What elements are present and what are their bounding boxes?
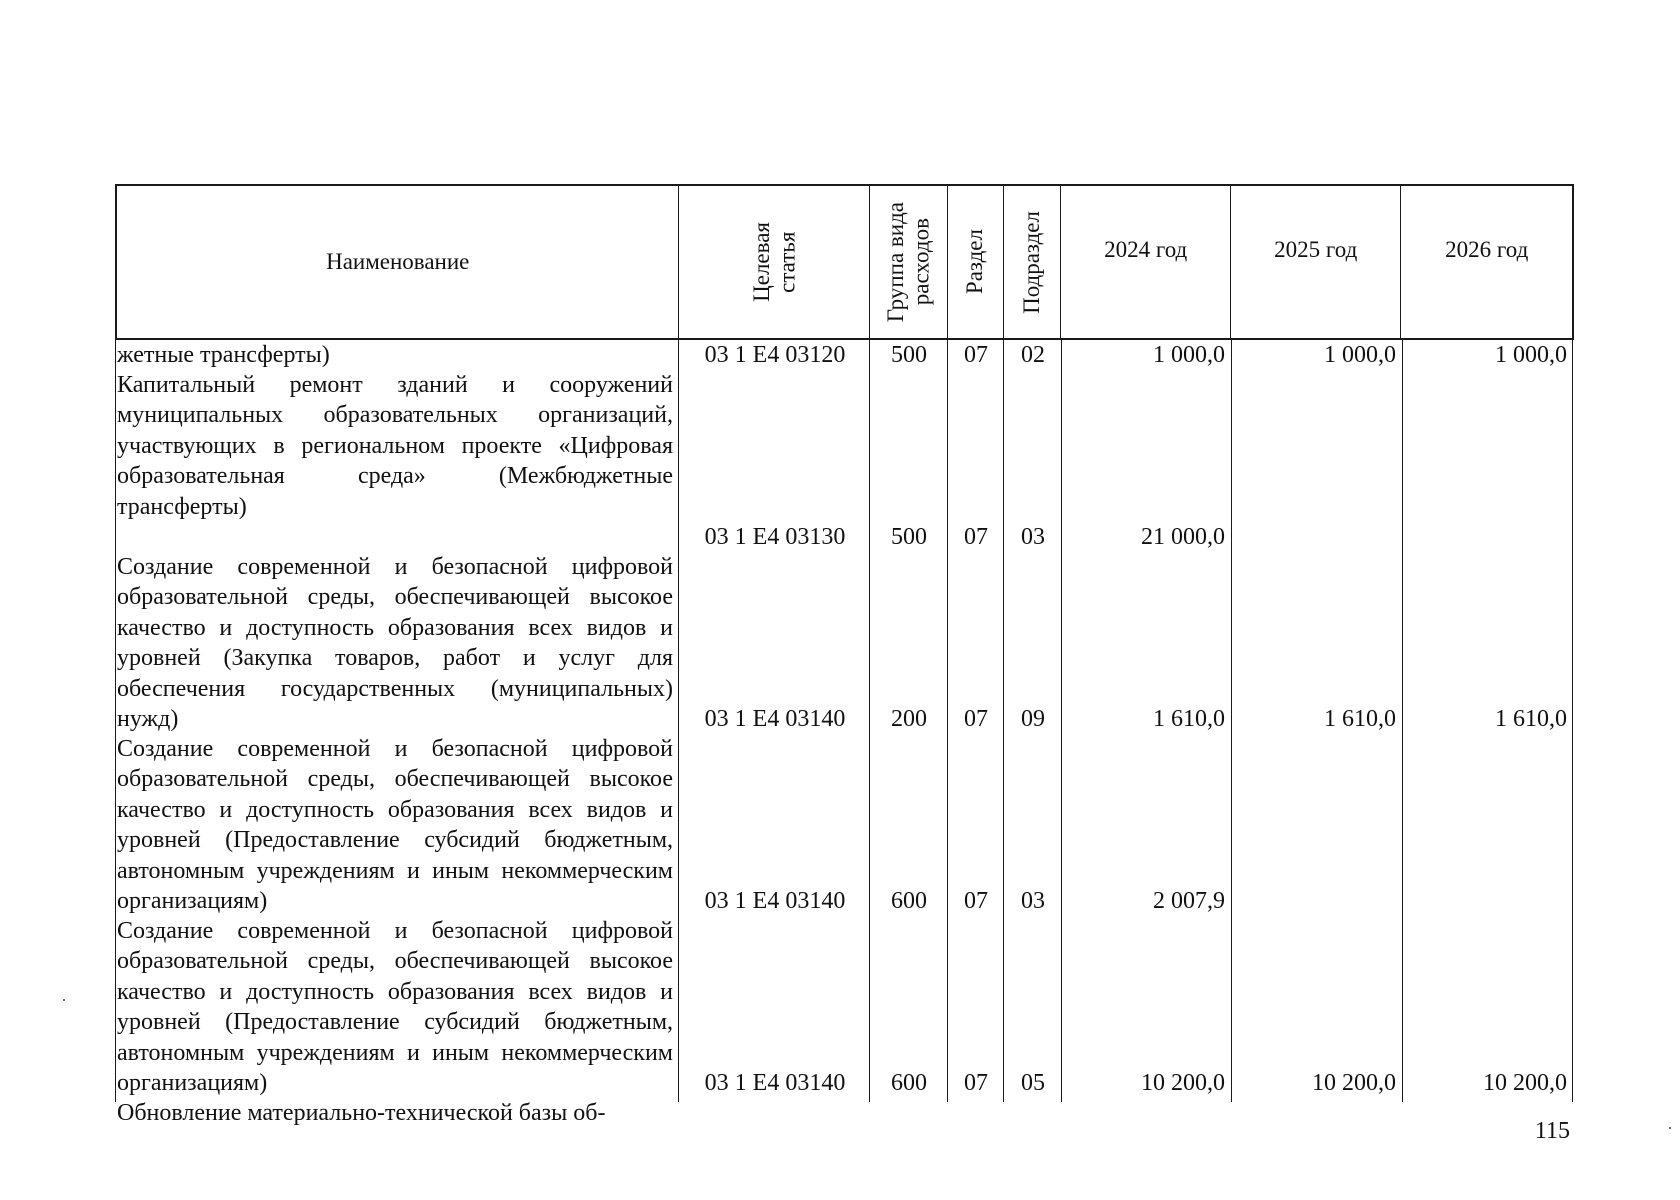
budget-table (115, 184, 1574, 1126)
row-amount-2026: 10 200,0 (1483, 1070, 1567, 1096)
column-rule (947, 340, 948, 1102)
table-body (115, 340, 1574, 1126)
row-name: Создание современной и безопасной цифровой образовательной среды, обеспечивающей высокое качество и доступность образования всех видов и уровней (Предоставление субсидий бюджетным, автономным учреждениям и иным некоммерческим организациям) (117, 736, 673, 915)
header-name (117, 186, 679, 338)
header-year-2026 (1401, 186, 1572, 338)
row-amount-2024: 1 000,0 (1153, 342, 1225, 368)
row-section: 07 (964, 706, 988, 732)
header-name-label: Наименование (326, 248, 470, 274)
column-rule (678, 340, 679, 1102)
row-amount-2024: 1 610,0 (1153, 706, 1225, 732)
scan-speck (63, 999, 65, 1001)
row-subsection: 03 (1021, 524, 1045, 550)
column-rule (1402, 340, 1403, 1102)
header-expense-group-label: Группа вида расходов (883, 201, 934, 323)
column-rule (1572, 340, 1573, 1102)
row-name: Создание современной и безопасной цифровой образовательной среды, обеспечивающей высокое качество и доступность образования всех видов и уровней (Закупка товаров, работ и услуг для обеспечения государственных (муниципальных) нужд) (117, 554, 673, 733)
header-section-label: Раздел (962, 229, 988, 295)
table-header (115, 184, 1574, 340)
row-subsection: 02 (1021, 342, 1045, 368)
column-rule (115, 340, 116, 1102)
header-target-label: Целевая статья (748, 222, 800, 302)
column-rule (869, 340, 870, 1102)
row-amount-2024: 21 000,0 (1141, 524, 1225, 550)
row-expense-group: 500 (891, 342, 927, 368)
row-target-code: 03 1 Е4 03120 (704, 342, 846, 368)
row-target-code: 03 1 Е4 03140 (704, 706, 846, 732)
row-name: Обновление материально-технической базы об- (117, 1100, 606, 1126)
row-target-code: 03 1 Е4 03140 (704, 1070, 846, 1096)
row-target-code: 03 1 Е4 03130 (704, 524, 846, 550)
header-section (948, 186, 1004, 338)
page-number: 115 (1534, 1118, 1570, 1144)
row-target-code: 03 1 Е4 03140 (704, 888, 846, 914)
row-expense-group: 200 (891, 706, 927, 732)
row-section: 07 (964, 1070, 988, 1096)
header-subsection (1004, 186, 1062, 338)
row-subsection: 03 (1021, 888, 1045, 914)
column-rule (1003, 340, 1004, 1102)
row-section: 07 (964, 342, 988, 368)
header-year-2024 (1061, 186, 1231, 338)
column-rule (1061, 340, 1062, 1102)
row-name: Капитальный ремонт зданий и сооружений муниципальных образовательных организаций, участвующих в региональном проекте «Цифровая образовательная среда» (Межбюджетные трансферты) (117, 372, 673, 520)
header-expense-group (870, 186, 948, 338)
header-year-2024-label: 2024 год (1104, 236, 1188, 262)
header-year-2025 (1231, 186, 1402, 338)
row-amount-2025: 10 200,0 (1312, 1070, 1396, 1096)
header-year-2025-label: 2025 год (1274, 236, 1358, 262)
row-amount-2024: 10 200,0 (1141, 1070, 1225, 1096)
scan-speck (1669, 1127, 1671, 1129)
row-subsection: 05 (1021, 1070, 1045, 1096)
row-section: 07 (964, 524, 988, 550)
header-year-2026-label: 2026 год (1445, 236, 1529, 262)
row-name: Создание современной и безопасной цифровой образовательной среды, обеспечивающей высокое качество и доступность образования всех видов и уровней (Предоставление субсидий бюджетным, автономным учреждениям и иным некоммерческим организациям) (117, 918, 673, 1097)
row-section: 07 (964, 888, 988, 914)
row-amount-2026: 1 000,0 (1495, 342, 1567, 368)
row-amount-2024: 2 007,9 (1153, 888, 1225, 914)
row-subsection: 09 (1021, 706, 1045, 732)
row-amount-2026: 1 610,0 (1495, 706, 1567, 732)
row-amount-2025: 1 000,0 (1324, 342, 1396, 368)
row-amount-2025: 1 610,0 (1324, 706, 1396, 732)
column-rule (1231, 340, 1232, 1102)
row-expense-group: 600 (891, 888, 927, 914)
header-target (679, 186, 869, 338)
row-name: жетные трансферты) (117, 342, 330, 368)
row-expense-group: 500 (891, 524, 927, 550)
header-subsection-label: Подраздел (1019, 210, 1045, 314)
row-expense-group: 600 (891, 1070, 927, 1096)
